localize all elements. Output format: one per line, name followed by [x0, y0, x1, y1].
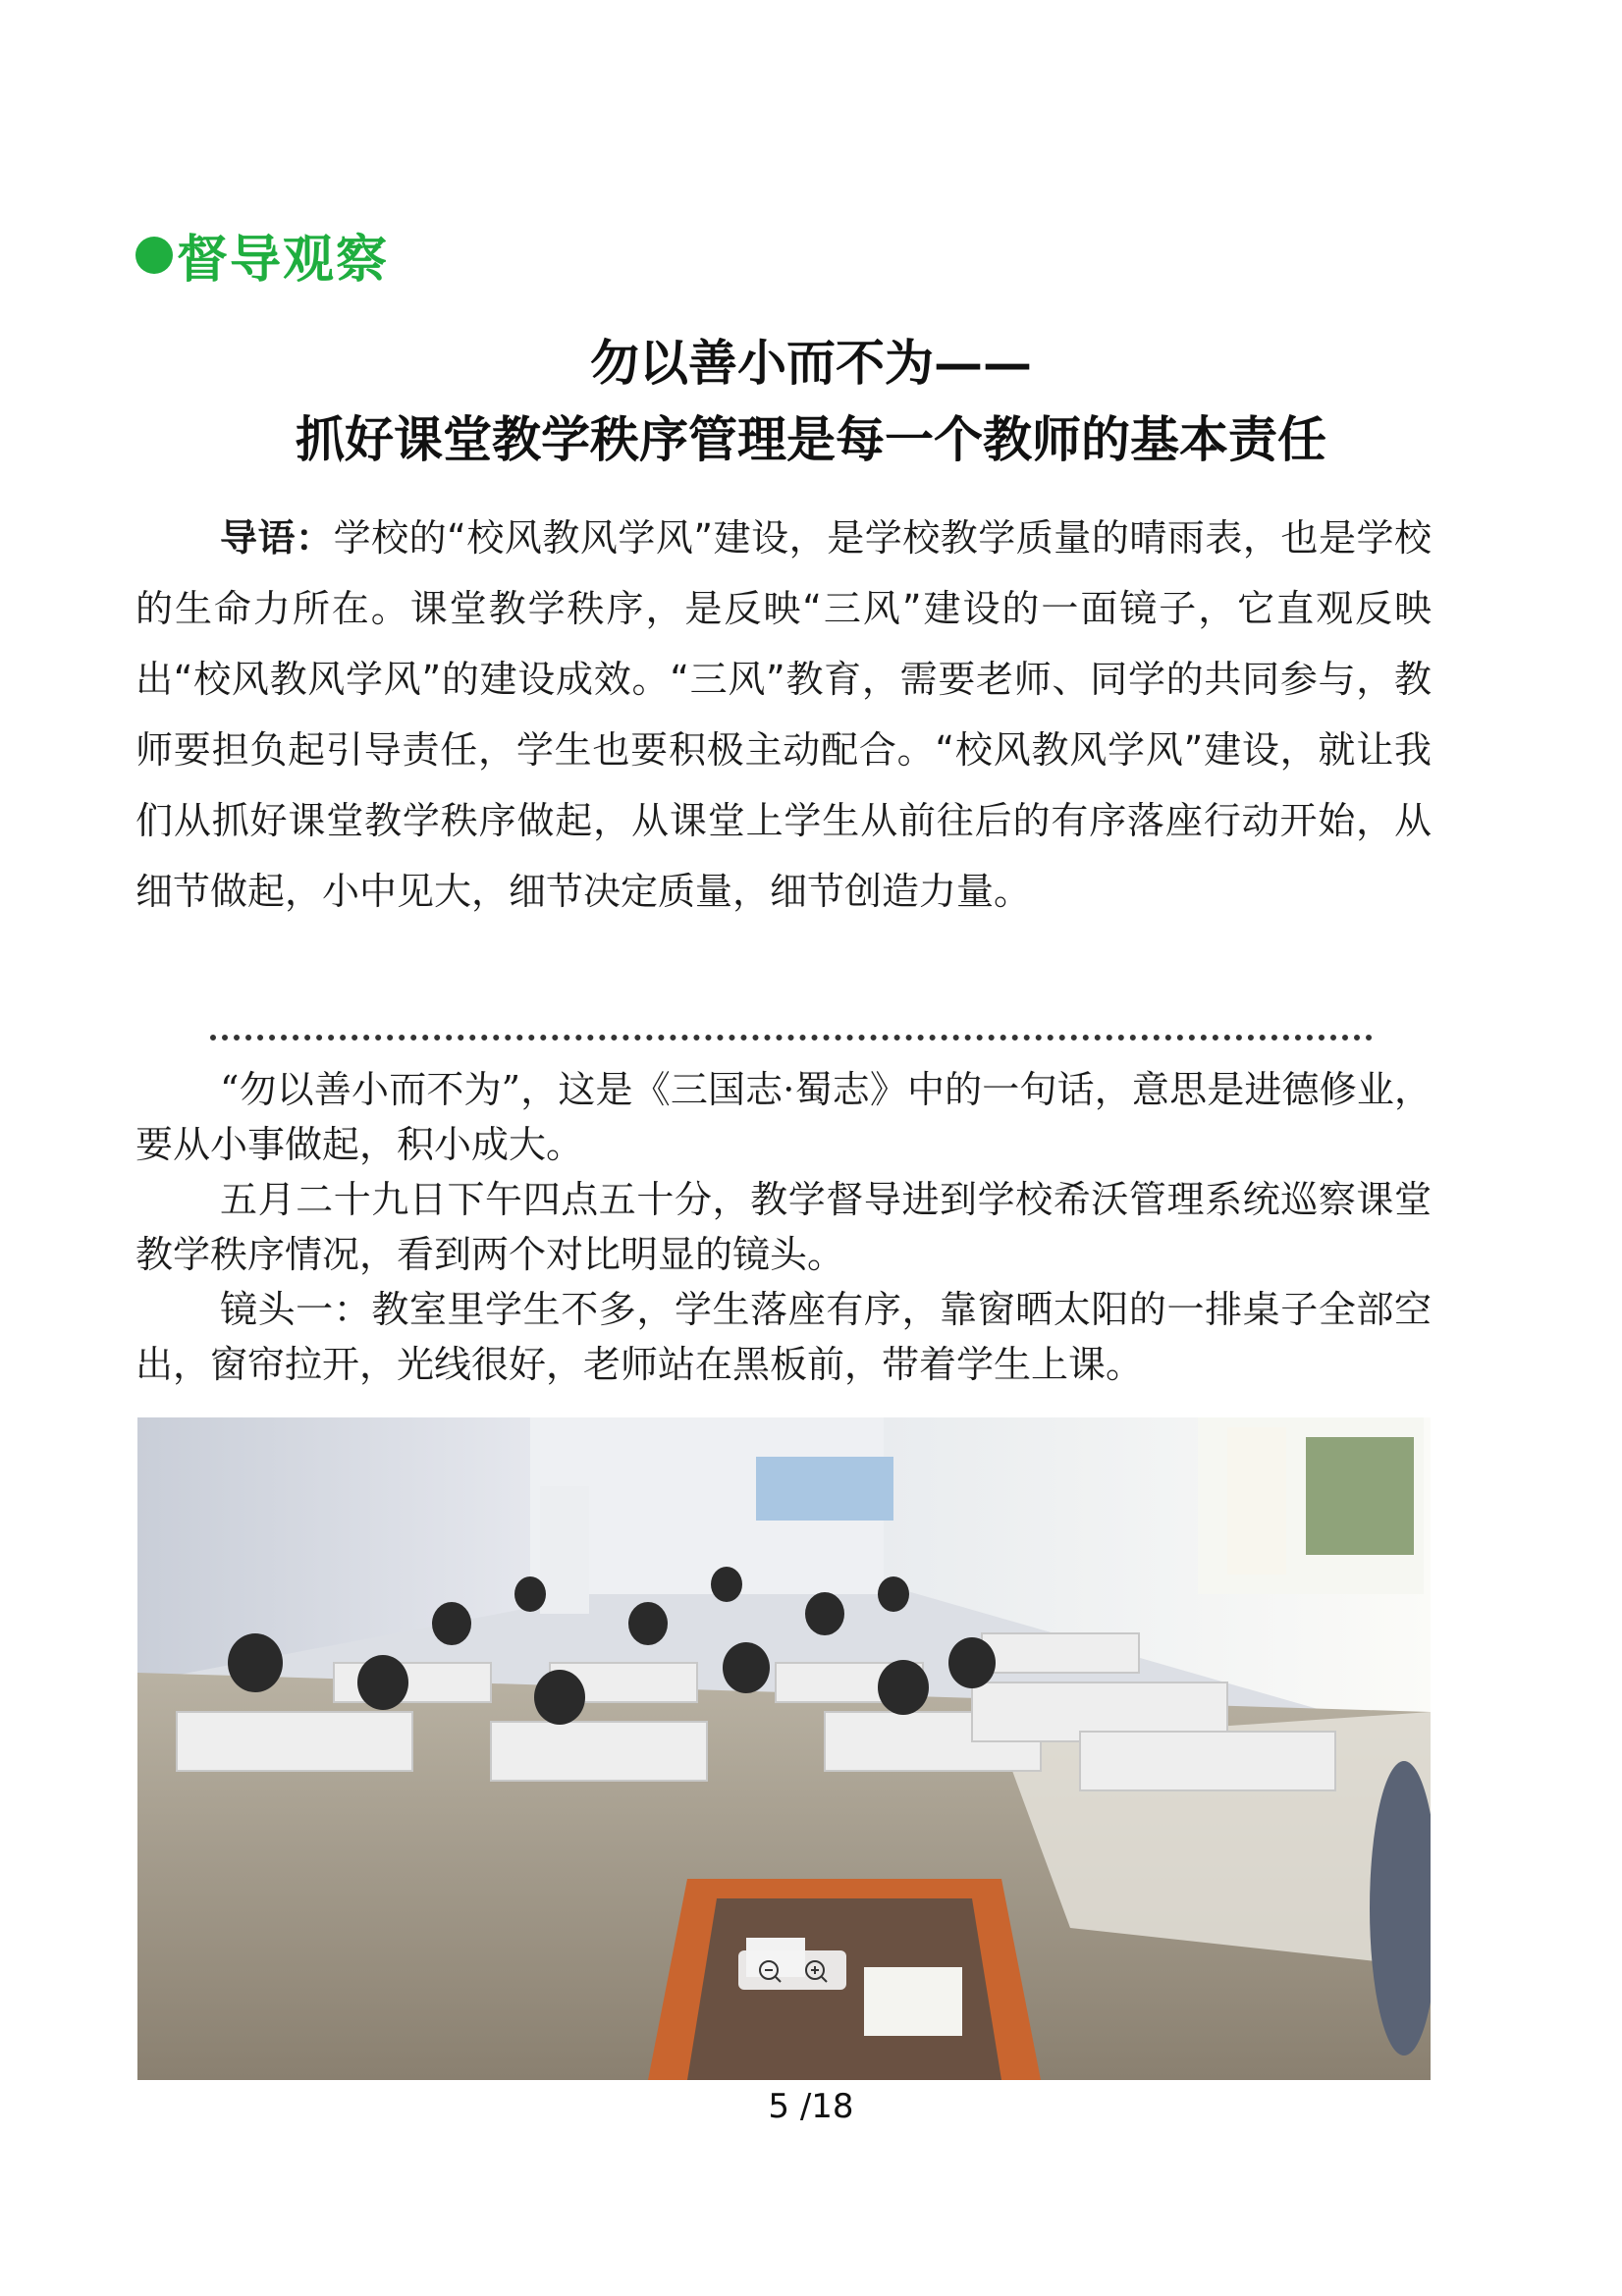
article-title-line-1: 勿以善小而不为—— [590, 334, 1032, 392]
lead-label: 导语： [220, 516, 334, 560]
body-paragraph-3: 镜头一：教室里学生不多，学生落座有序，靠窗晒太阳的一排桌子全部空出，窗帘拉开，光线很好，老师站在黑板前，带着学生上课。 [135, 1288, 1432, 1386]
body-paragraph-1: “勿以善小而不为”，这是《三国志·蜀志》中的一句话，意思是进德修业，要从小事做起，积小成大。 [135, 1068, 1432, 1166]
section-heading-text: 督导观察 [177, 231, 390, 290]
body-paragraph-2: 五月二十九日下午四点五十分，教学督导进到学校希沃管理系统巡察课堂教学秩序情况，看到两个对比明显的镜头。 [135, 1178, 1432, 1276]
classroom-photo [137, 1417, 1431, 2080]
lead-paragraph [135, 503, 1432, 927]
article-title-line-2: 抓好课堂教学秩序管理是每一个教师的基本责任 [296, 410, 1326, 468]
dotted-divider [210, 1035, 1373, 1041]
section-heading [135, 218, 389, 292]
green-bullet-icon [135, 237, 173, 274]
lead-text: 学校的“校风教风学风”建设，是学校教学质量的晴雨表，也是学校的生命力所在。课堂教学秩序，是反映“三风”建设的一面镜子，它直观反映出“校风教风学风”的建设成效。“三风”教育，需要老师、同学的共同参与，教师要担负起引导责任，学生也要积极主动配合。“校风教风学风”建设，就让我们从抓好课堂教学秩序做起，从课堂上学生从前往后的有序落座行动开始，从细节做起，小中见大，细节决定质量，细节创造力量。 [135, 516, 1432, 913]
page-number: 5 /18 [768, 2087, 854, 2126]
